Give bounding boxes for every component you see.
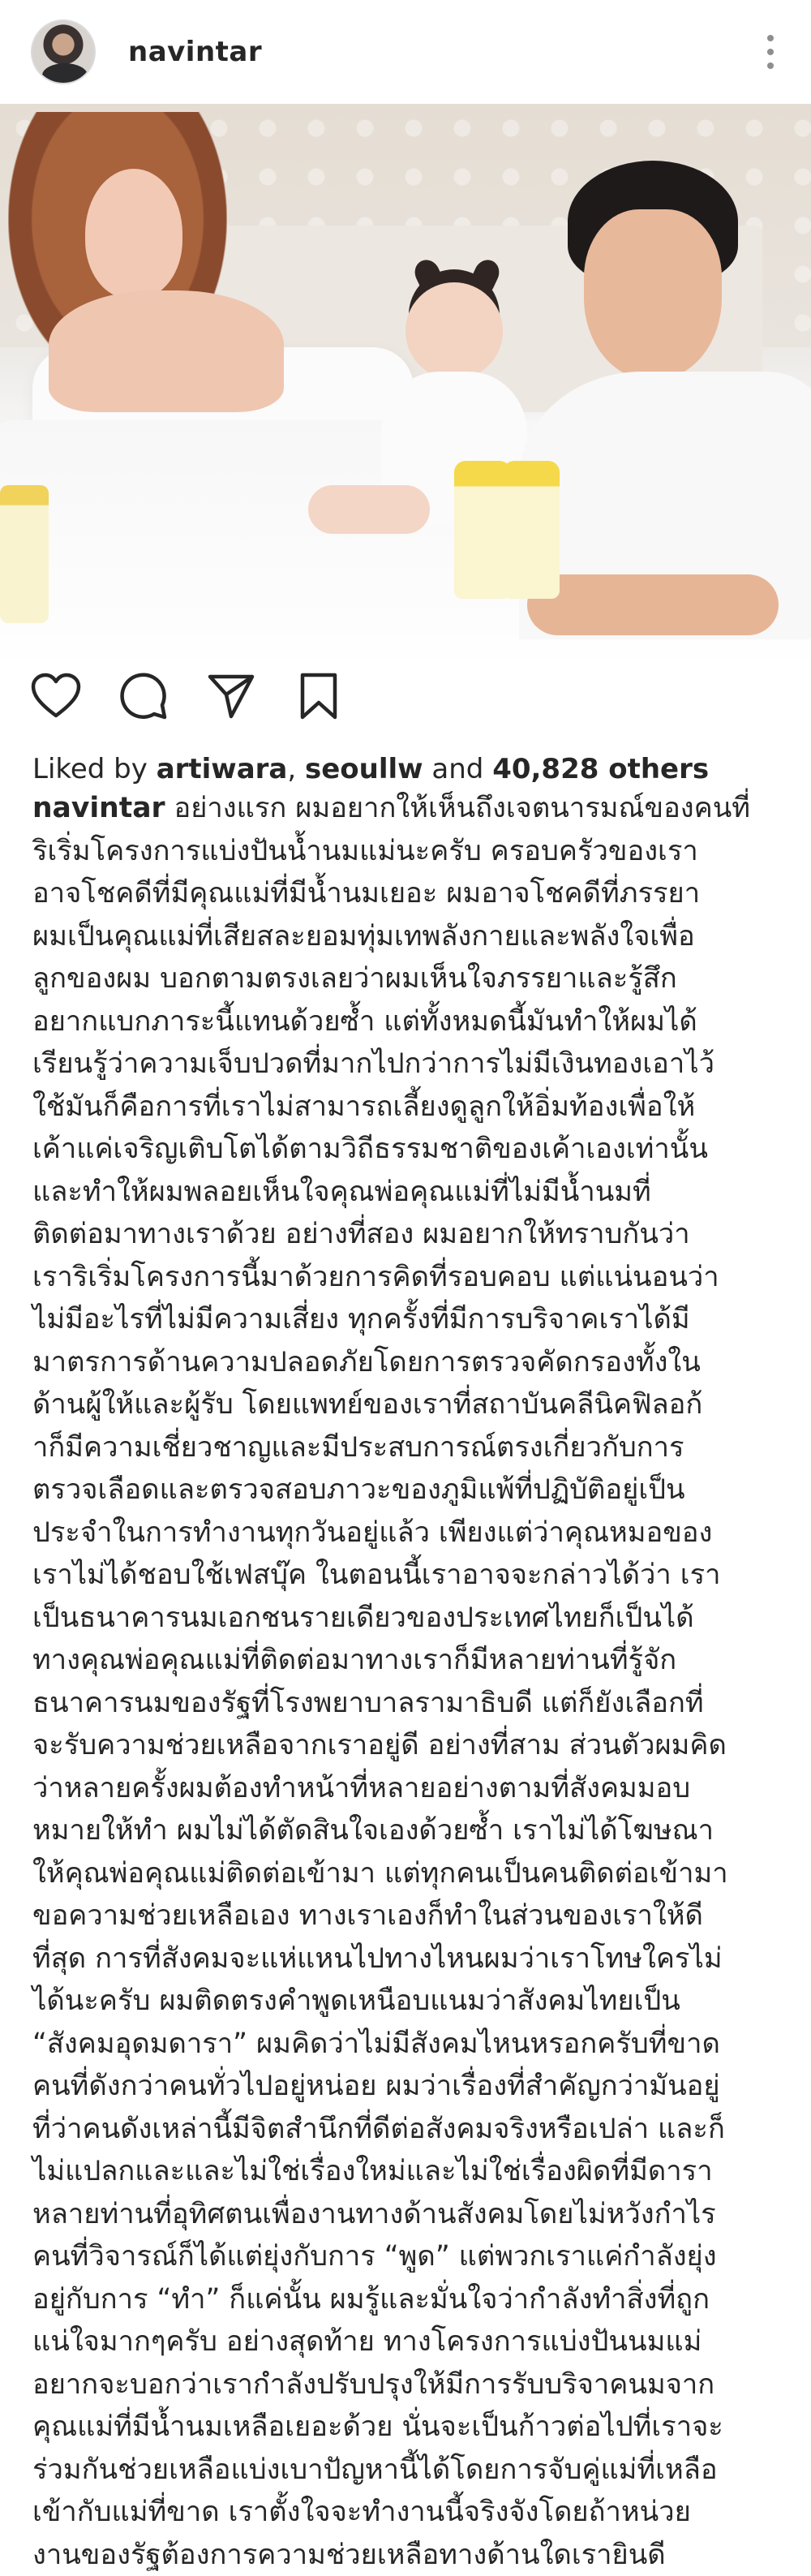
caption-line: ทางคุณพ่อคุณแม่ที่ติดต่อมาทางเราก็มีหลายท่านที่รู้จัก [32,1639,787,1682]
more-options-icon[interactable] [761,28,780,76]
heart-icon[interactable] [29,669,83,723]
caption-line: ไม่มีอะไรที่ไม่มีความเสี่ยง ทุกครั้งที่มีการบริจาคเราได้มี [32,1298,787,1341]
post-caption [32,787,787,2576]
caption-line: ริเริ่มโครงการแบ่งปันน้ำนมแม่นะครับ ครอบครัวของเรา [32,830,787,873]
caption-line: ใช้มันก็คือการที่เราไม่สามารถเลี้ยงดูลูกให้อิ่มท้องเพื่อให้ [32,1086,787,1129]
caption-line: คุณแม่ที่มีน้ำนมเหลือเยอะด้วย นั่นจะเป็นก้าวต่อไปที่เราจะ [32,2406,787,2449]
caption-line: ที่สุด การที่สังคมจะแห่แหนไปทางไหนผมว่าเราโทษใครไม่ [32,1937,787,1980]
caption-line: ที่ว่าคนดังเหล่านี้มีจิตสำนึกที่ดีต่อสังคมจริงหรือเปล่า และก็ [32,2108,787,2151]
caption-line: าก็มีความเชี่ยวชาญและมีประสบการณ์ตรงเกี่ยวกับการ [32,1426,787,1469]
likes-separator: , [287,753,305,785]
caption-line: ได้นะครับ ผมติดตรงคำพูดเหนือบแนมว่าสังคมไทยเป็น [32,1980,787,2023]
liked-by-user[interactable]: seoullw [305,753,423,785]
caption-line: เป็นธนาคารนมเอกชนรายเดียวของประเทศไทยก็เป็นได้ [32,1597,787,1640]
likes-summary [32,748,779,790]
caption-line: ให้คุณพ่อคุณแม่ติดต่อเข้ามา แต่ทุกคนเป็นคนติดต่อเข้ามา [32,1852,787,1895]
caption-line: คนที่ดังกว่าคนทั่วไปอยู่หน่อย ผมว่าเรื่องที่สำคัญกว่ามันอยู่ [32,2065,787,2108]
caption-line: คนที่วิจารณ์ก็ได้แต่ยุ่งกับการ “พูด” แต่พวกเราแค่กำลังยุ่ง [32,2235,787,2278]
post-actions [0,658,811,734]
likes-and: and [423,753,493,785]
caption-line: อยากจะบอกว่าเรากำลังปรับปรุงให้มีการรับบริจาคนมจาก [32,2363,787,2406]
caption-line: ลูกของผม บอกตามตรงเลยว่าผมเห็นใจภรรยาและรู้สึก [32,957,787,1000]
comment-icon[interactable] [117,669,170,723]
caption-line [32,787,787,830]
avatar[interactable] [31,19,96,84]
caption-line: “สังคมอุดมดารา” ผมคิดว่าไม่มีสังคมไหนหรอกครับที่ขาด [32,2023,787,2066]
caption-line: มาตรการด้านความปลอดภัยโดยการตรวจคัดกรองทั้งใน [32,1341,787,1384]
post-photo[interactable] [0,104,811,658]
caption-line: เข้ากับแม่ที่ขาด เราตั้งใจจะทำงานนี้จริงจังโดยถ้าหน่วย [32,2491,787,2534]
caption-line: เค้าแค่เจริญเติบโตได้ตามวิถีธรรมชาติของเค้าเองเท่านั้น [32,1128,787,1171]
caption-line: แน่ใจมากๆครับ อย่างสุดท้าย ทางโครงการแบ่งปันนมแม่ [32,2320,787,2363]
caption-line: จะรับความช่วยเหลือจากเราอยู่ดี อย่างที่สาม ส่วนตัวผมคิด [32,1724,787,1767]
caption-line: เราไม่ได้ชอบใช้เฟสบุ๊ค ในตอนนี้เราอาจจะกล่าวได้ว่า เรา [32,1554,787,1597]
caption-line: ประจำในการทำงานทุกวันอยู่แล้ว เพียงแต่ว่าคุณหมอของ [32,1512,787,1555]
post-header [0,0,811,104]
caption-line: ร่วมกันช่วยเหลือแบ่งเบาปัญหานี้ได้โดยการจับคู่แม่ที่เหลือ [32,2449,787,2492]
caption-line: ธนาคารนมของรัฐที่โรงพยาบาลรามาธิบดี แต่ก็ยังเลือกที่ [32,1682,787,1725]
caption-line: อาจโชคดีที่มีคุณแม่ที่มีน้ำนมเยอะ ผมอาจโชคดีที่ภรรยา [32,872,787,915]
caption-line: ไม่แปลกและและไม่ใช่เรื่องใหม่และไม่ใช่เรื่องผิดที่มีดารา [32,2150,787,2193]
caption-line: ผมเป็นคุณแม่ที่เสียสละยอมทุ่มเทพลังกายและพลังใจเพื่อ [32,915,787,958]
caption-line: ขอความช่วยเหลือเอง ทางเราเองก็ทำในส่วนของเราให้ดี [32,1894,787,1937]
caption-line: ติดต่อมาทางเราด้วย อย่างที่สอง ผมอยากให้ทราบกันว่า [32,1213,787,1256]
caption-line: เรียนรู้ว่าความเจ็บปวดที่มากไปกว่าการไม่มีเงินทองเอาไว้ [32,1043,787,1086]
likes-prefix: Liked by [32,753,157,785]
caption-line: อยากแบกภาระนี้แทนด้วยซ้ำ แต่ทั้งหมดนี้มันทำให้ผมได้ [32,1000,787,1043]
caption-line: เราริเริ่มโครงการนี้มาด้วยการคิดที่รอบคอบ แต่แน่นอนว่า [32,1256,787,1299]
caption-line: งานของรัฐต้องการความช่วยเหลือทางด้านใดเรายินดี [32,2534,787,2576]
caption-line: ตรวจเลือดและตรวจสอบภาวะของภูมิแพ้ที่ปฏิบัติอยู่เป็น [32,1469,787,1512]
bookmark-icon[interactable] [292,669,345,723]
post-username[interactable]: navintar [128,36,262,68]
caption-line: หมายให้ทำ ผมไม่ได้ตัดสินใจเองด้วยซ้ำ เราไม่ได้โฆษณา [32,1809,787,1852]
caption-line: ว่าหลายครั้งผมต้องทำหน้าที่หลายอย่างตามที่สังคมมอบ [32,1767,787,1810]
send-icon[interactable] [204,669,258,723]
liked-by-user[interactable]: artiwara [157,753,288,785]
caption-text: อย่างแรก ผมอยากให้เห็นถึงเจตนารมณ์ของคนที่ [165,792,751,824]
caption-line: อยู่กับการ “ทำ” ก็แค่นั้น ผมรู้และมั่นใจว่ากำลังทำสิ่งที่ถูก [32,2278,787,2321]
caption-line: ด้านผู้ให้และผู้รับ โดยแพทย์ของเราที่สถาบันคลีนิคฟิลอก้ [32,1383,787,1426]
likes-count[interactable]: 40,828 others [492,753,709,785]
caption-line: หลายท่านที่อุทิศตนเพื่องานทางด้านสังคมโดยไม่หวังกำไร [32,2193,787,2236]
caption-line: และทำให้ผมพลอยเห็นใจคุณพ่อคุณแม่ที่ไม่มีน้ำนมที่ [32,1171,787,1214]
caption-author[interactable]: navintar [32,792,165,824]
